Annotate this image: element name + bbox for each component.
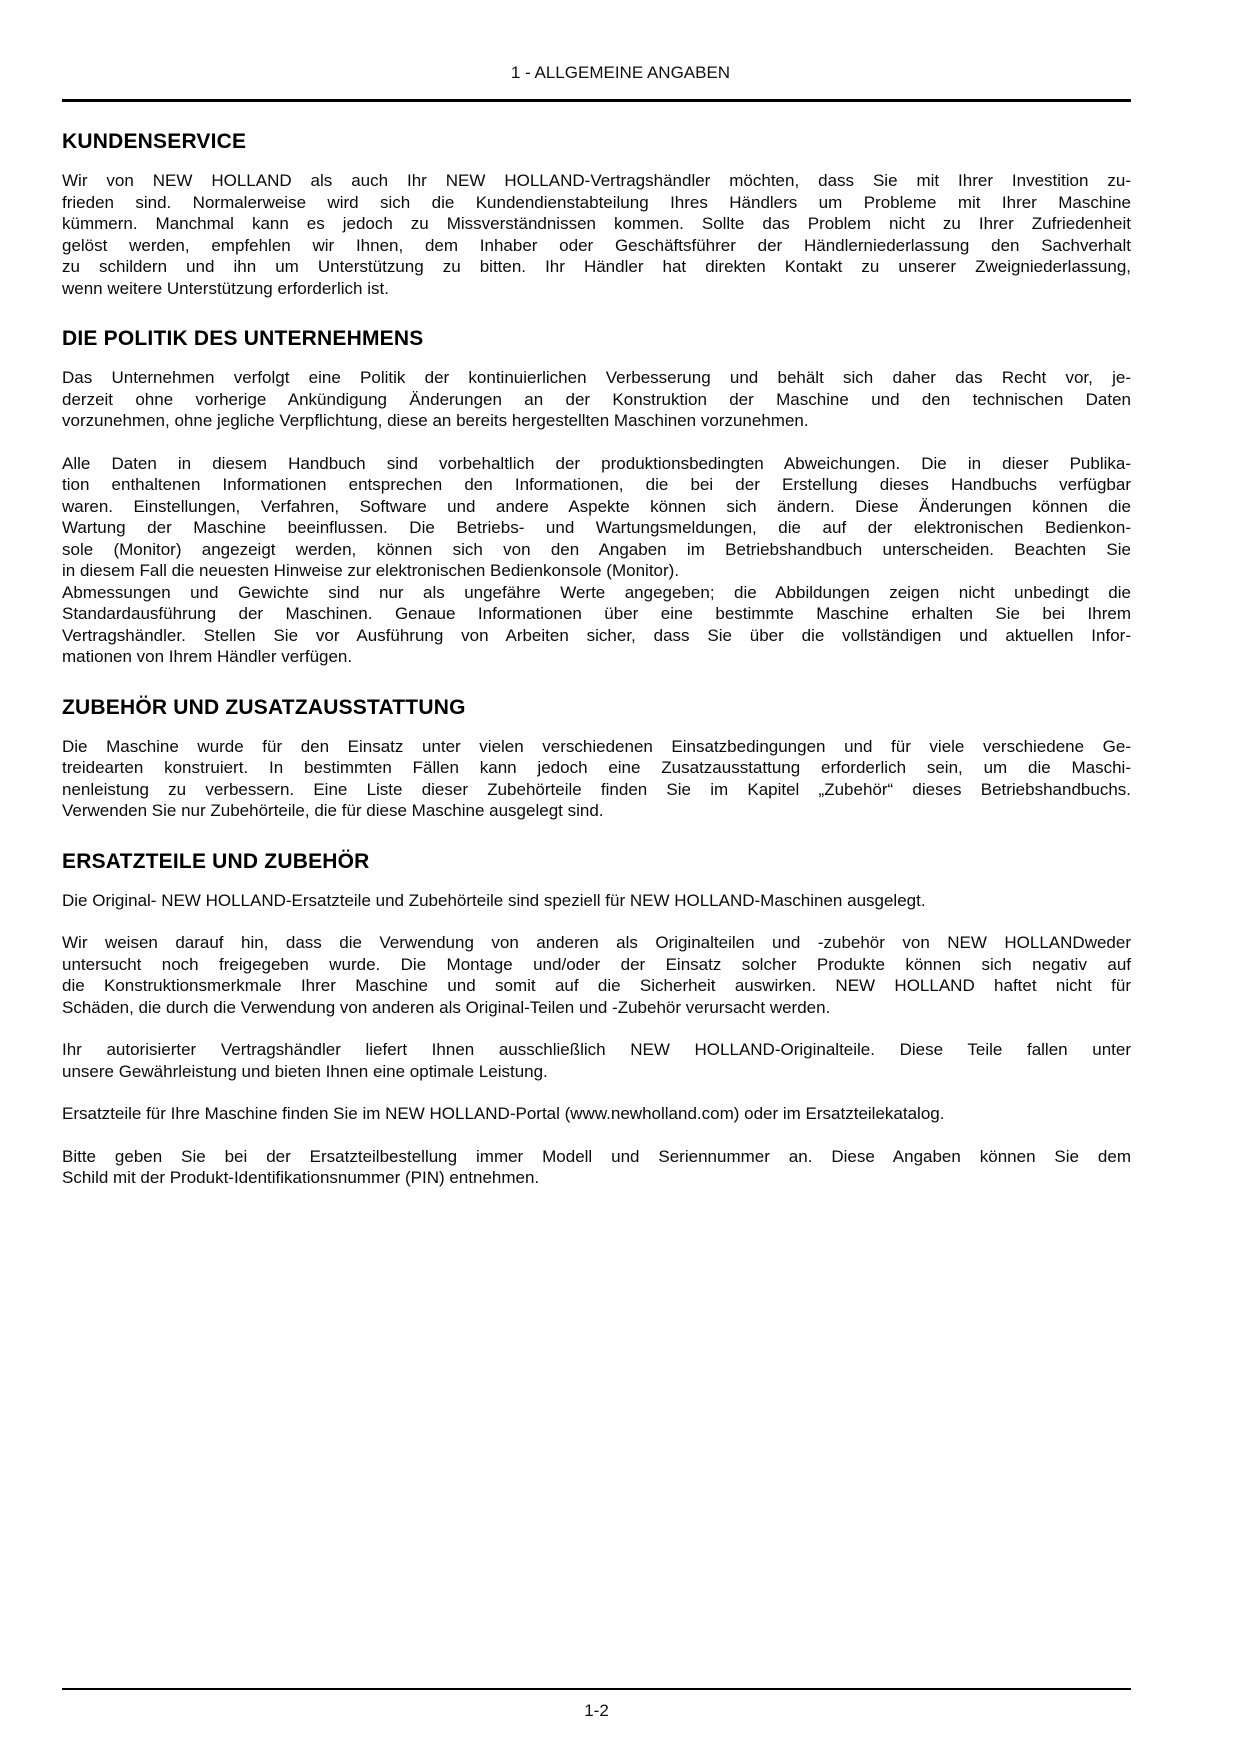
page-content bbox=[62, 129, 1131, 1189]
text-line: Ihr autorisierter Vertragshändler liefert Ihnen ausschließlich NEW HOLLAND-Originalteile. Diese Teile fallen unter bbox=[62, 1040, 1131, 1059]
text-line: Die Original- NEW HOLLAND-Ersatzteile und Zubehörteile sind speziell für NEW HOLLAND-Maschinen ausgelegt. bbox=[62, 890, 926, 910]
text-line: Wir von NEW HOLLAND als auch Ihr NEW HOLLAND-Vertragshändler möchten, dass Sie mit Ihrer Investition zu- bbox=[62, 171, 1131, 190]
text-line: Standardausführung der Maschinen. Genaue Informationen über eine bestimmte Maschine erhalten Sie bei Ihrem bbox=[62, 604, 1131, 623]
section-heading: ZUBEHÖR UND ZUSATZAUSSTATTUNG bbox=[62, 695, 466, 719]
text-line: kümmern. Manchmal kann es jedoch zu Missverständnissen kommen. Sollte das Problem nicht zu Ihrer Zufriedenheit bbox=[62, 214, 1131, 233]
text-line: waren. Einstellungen, Verfahren, Software und andere Aspekte können sich ändern. Diese Änderungen können die bbox=[62, 496, 1131, 516]
text-line: unsere Gewährleistung und bieten Ihnen eine optimale Leistung. bbox=[62, 1061, 548, 1081]
footer-rule bbox=[62, 1688, 1131, 1690]
text-line: frieden sind. Normalerweise wird sich die Kundendienstabteilung Ihres Händlers um Probleme mit Ihrer Maschine bbox=[62, 192, 1131, 212]
section-heading: DIE POLITIK DES UNTERNEHMENS bbox=[62, 327, 424, 350]
section-heading: KUNDENSERVICE bbox=[62, 130, 247, 153]
text-line: sole (Monitor) angezeigt werden, können sich von den Angaben im Betriebshandbuch unterscheiden. Beachten Sie bbox=[62, 539, 1131, 559]
section-heading: ERSATZTEILE UND ZUBEHÖR bbox=[62, 849, 370, 873]
paragraph bbox=[62, 453, 1131, 582]
text-line: Bitte geben Sie bei der Ersatzteilbestellung immer Modell und Seriennummer an. Diese Angaben können Sie dem bbox=[62, 1146, 1131, 1166]
paragraph bbox=[62, 170, 1131, 299]
text-line: Schäden, die durch die Verwendung von anderen als Original-Teilen und -Zubehör verursacht werden. bbox=[62, 997, 831, 1017]
paragraph bbox=[62, 890, 1131, 912]
text-line: derzeit ohne vorherige Ankündigung Änderungen an der Konstruktion der Maschine und den technischen Daten bbox=[62, 389, 1131, 409]
header-rule bbox=[62, 99, 1131, 102]
paragraph bbox=[62, 1039, 1131, 1082]
paragraph bbox=[62, 1146, 1131, 1189]
paragraph bbox=[62, 932, 1131, 1018]
paragraph bbox=[62, 1103, 1131, 1125]
text-line: vorzunehmen, ohne jegliche Verpflichtung, diese an bereits hergestellten Maschinen vorzunehmen. bbox=[62, 411, 809, 430]
text-line: zu schildern und ihn um Unterstützung zu bitten. Ihr Händler hat direkten Kontakt zu unserer Zweigniederlassung, bbox=[62, 257, 1131, 276]
text-line: Abmessungen und Gewichte sind nur als ungefähre Werte angegeben; die Abbildungen zeigen nicht unbedingt die bbox=[62, 582, 1131, 602]
text-line: gelöst werden, empfehlen wir Ihnen, dem Inhaber oder Geschäftsführer der Händlerniederlassung den Sachverhalt bbox=[62, 235, 1131, 255]
text-line: Wir weisen darauf hin, dass die Verwendung von anderen als Originalteilen und -zubehör von NEW HOLLANDweder bbox=[62, 933, 1131, 952]
page-header bbox=[0, 0, 1241, 102]
text-line: mationen von Ihrem Händler verfügen. bbox=[62, 647, 353, 666]
text-line: die Konstruktionsmerkmale Ihrer Maschine und somit auf die Sicherheit auswirken. NEW HOLLAND haftet nicht für bbox=[62, 976, 1131, 995]
text-line: Vertragshändler. Stellen Sie vor Ausführung von Arbeiten sicher, dass Sie über die vollständigen und aktuellen Infor- bbox=[62, 625, 1131, 645]
page-footer bbox=[62, 1688, 1131, 1721]
text-line: Das Unternehmen verfolgt eine Politik der kontinuierlichen Verbesserung und behält sich daher das Recht vor, je- bbox=[62, 368, 1131, 387]
page-number: 1-2 bbox=[584, 1701, 609, 1720]
text-line: tion enthaltenen Informationen entsprechen den Informationen, die bei der Erstellung dieses Handbuchs verfügbar bbox=[62, 475, 1131, 494]
text-line: in diesem Fall die neuesten Hinweise zur elektronischen Bedienkonsole (Monitor). bbox=[62, 561, 680, 580]
chapter-header-title: 1 - ALLGEMEINE ANGABEN bbox=[510, 63, 731, 82]
text-line: Die Maschine wurde für den Einsatz unter vielen verschiedenen Einsatzbedingungen und für viele verschiedene Ge- bbox=[62, 736, 1131, 756]
paragraph bbox=[62, 736, 1131, 822]
paragraph bbox=[62, 367, 1131, 432]
paragraph bbox=[62, 582, 1131, 668]
text-line: Schild mit der Produkt-Identifikationsnummer (PIN) entnehmen. bbox=[62, 1168, 540, 1187]
text-line: Verwenden Sie nur Zubehörteile, die für diese Maschine ausgelegt sind. bbox=[62, 801, 604, 820]
text-line: nenleistung zu verbessern. Eine Liste dieser Zubehörteile finden Sie im Kapitel „Zubehör“ dieses Betriebshandbuchs. bbox=[62, 779, 1131, 799]
text-line: wenn weitere Unterstützung erforderlich ist. bbox=[62, 278, 389, 298]
text-line: untersucht noch freigegeben wurde. Die Montage und/oder der Einsatz solcher Produkte können sich negativ auf bbox=[62, 954, 1131, 974]
text-line: treidearten konstruiert. In bestimmten Fällen kann jedoch eine Zusatzausstattung erforderlich sein, um die Maschi- bbox=[62, 758, 1131, 777]
text-line: Wartung der Maschine beeinflussen. Die Betriebs- und Wartungsmeldungen, die auf der elektronischen Bedienkon- bbox=[62, 518, 1131, 537]
text-line: Ersatzteile für Ihre Maschine finden Sie im NEW HOLLAND-Portal (www.newholland.com) oder im Ersatzteilekatalog. bbox=[62, 1104, 945, 1123]
text-line: Alle Daten in diesem Handbuch sind vorbehaltlich der produktionsbedingten Abweichungen. Die in dieser Publika- bbox=[62, 453, 1131, 473]
